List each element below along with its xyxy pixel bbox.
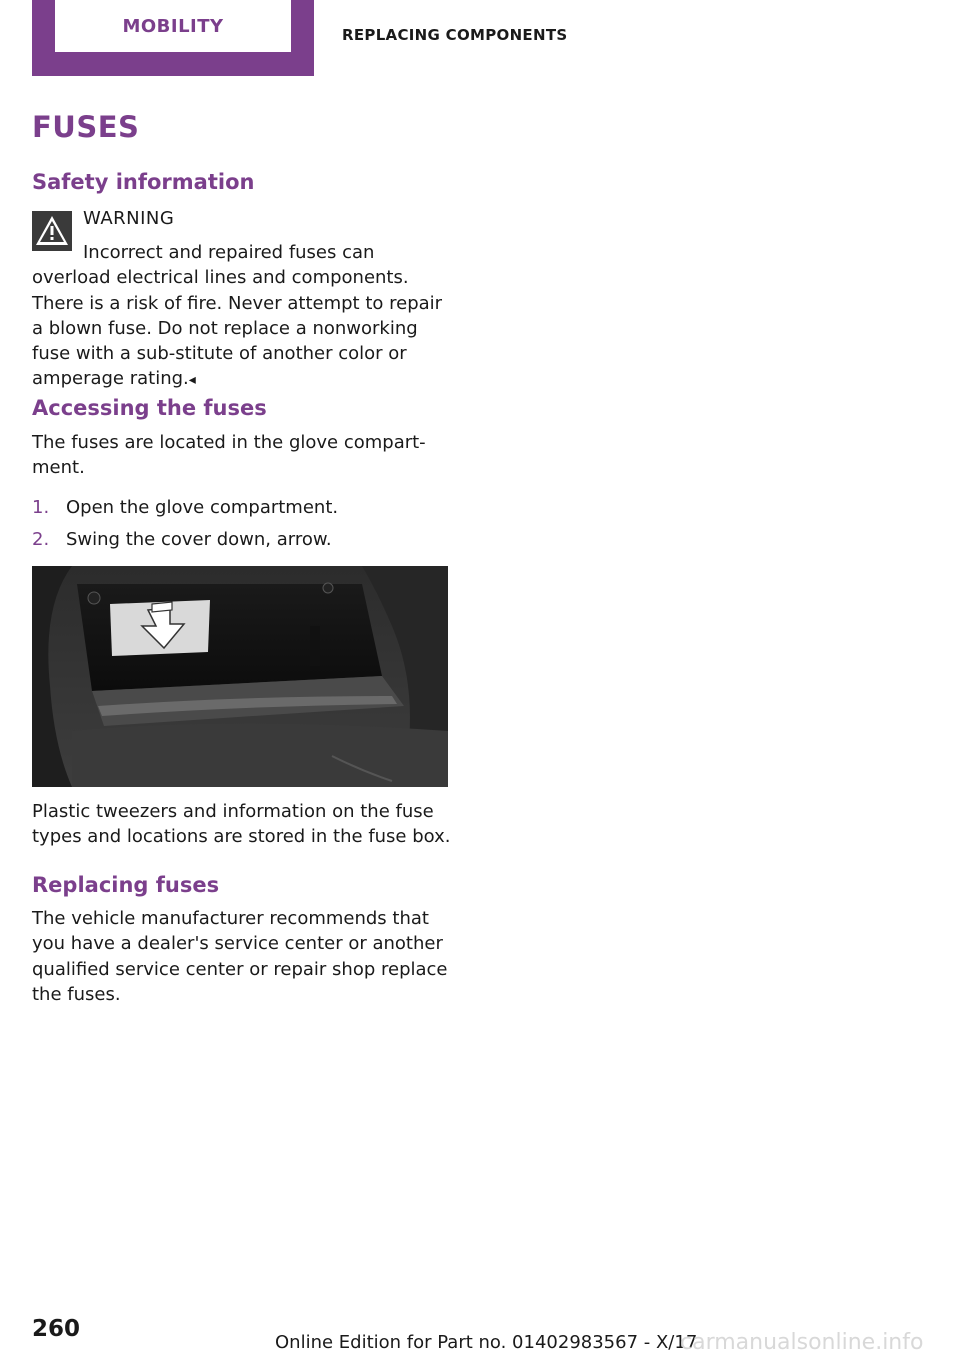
- safety-heading: Safety information: [32, 170, 255, 194]
- page-number: 260: [32, 1316, 81, 1342]
- accessing-heading: Accessing the fuses: [32, 396, 267, 420]
- page-title: FUSES: [32, 110, 140, 144]
- header-section-tab: [32, 0, 314, 76]
- list-text: Open the glove compartment.: [66, 497, 339, 518]
- footer-edition: Online Edition for Part no. 01402983567 - X/17: [275, 1332, 698, 1353]
- warning-label: WARNING: [83, 208, 175, 229]
- header-section-label: MOBILITY: [55, 0, 291, 52]
- accessing-intro: The fuses are located in the glove compart-ment.: [32, 432, 426, 479]
- fuse-box-info: Plastic tweezers and information on the fuse types and locations are stored in the fuse box.: [32, 801, 451, 848]
- replacing-text: The vehicle manufacturer recommends that you have a dealer's service center or another qualified service center or repair shop replace the fuses.: [32, 908, 448, 1005]
- watermark: carmanualsonline.info: [680, 1330, 924, 1355]
- list-number: 1.: [32, 497, 50, 518]
- list-text: Swing the cover down, arrow.: [66, 529, 332, 550]
- replacing-heading: Replacing fuses: [32, 873, 220, 897]
- list-number: 2.: [32, 529, 50, 550]
- warning-text: Incorrect and repaired fuses can overload electrical lines and components. There is a risk of fire. Never attempt to repair a blown fuse. Do not replace a nonworking fuse with a sub-stitute of another color or amperage rating.◂: [32, 242, 443, 390]
- glove-compartment-photo: [32, 566, 448, 787]
- end-mark: ◂: [188, 372, 196, 389]
- breadcrumb: REPLACING COMPONENTS: [342, 26, 568, 44]
